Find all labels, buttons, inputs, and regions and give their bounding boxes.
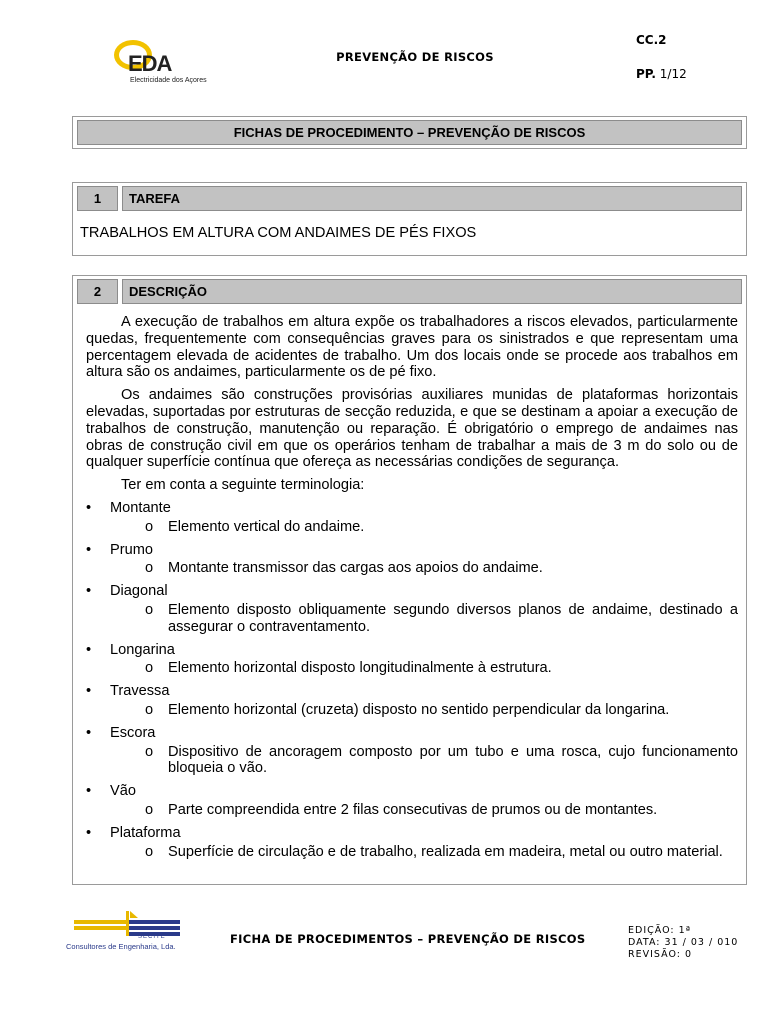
terminology-list (86, 500, 738, 860)
section-2-number-cell (77, 279, 118, 304)
term-item (86, 683, 738, 719)
bullet-icon: • (86, 724, 92, 741)
secite-logo-text: SECITE (138, 934, 166, 940)
description-paragraph: A execução de trabalhos em altura expõe os trabalhadores a riscos elevados, particularmente quedas, frequentemente com consequências graves para os sinistrados e que representam uma percentagem elevada de acidentes de trabalho. Um dos locais onde se procede aos trabalhos em altura são os andaimes, particularmente os de pé fixo. (86, 314, 738, 381)
secite-logo (66, 910, 192, 951)
date-label: DATA: (628, 937, 661, 948)
term-item (86, 725, 738, 777)
description-body (86, 314, 738, 866)
term-definition (134, 702, 738, 719)
section-1-heading-cell (122, 186, 742, 211)
definition-text: Elemento disposto obliquamente segundo diversos planos de andaime, destinado a assegurar o contraventamento. (168, 601, 738, 635)
term-definition (134, 844, 738, 861)
definition-text: Montante transmissor das cargas aos apoios do andaime. (168, 560, 543, 577)
footer-info (628, 925, 738, 961)
circle-bullet-icon: o (145, 743, 154, 760)
footer-title: FICHA DE PROCEDIMENTOS – PREVENÇÃO DE RISCOS (230, 932, 586, 946)
banner-title: FICHAS DE PROCEDIMENTO – PREVENÇÃO DE RISCOS (233, 125, 586, 140)
circle-bullet-icon: o (145, 660, 154, 677)
section-1-heading: TAREFA (129, 191, 181, 206)
circle-bullet-icon: o (145, 560, 154, 577)
task-title: TRABALHOS EM ALTURA COM ANDAIMES DE PÉS FIXOS (80, 225, 477, 241)
definition-text: Dispositivo de ancoragem composto por um tubo e uma rosca, cujo funcionamento bloqueia o vão. (168, 743, 738, 777)
term-item (86, 642, 738, 678)
edition-value: 1ª (678, 925, 692, 936)
term-definition (134, 660, 738, 677)
definition-text: Elemento horizontal disposto longitudinalmente à estrutura. (168, 660, 552, 677)
revision-label: REVISÃO: (628, 949, 681, 960)
term-item (86, 825, 738, 861)
date-row (628, 937, 738, 949)
banner (77, 120, 742, 145)
term-definition (134, 560, 738, 577)
term-name: Diagonal (110, 583, 168, 600)
term-definition (134, 802, 738, 819)
term-name: Escora (110, 724, 156, 741)
page-label: PP. (636, 67, 656, 81)
circle-bullet-icon: o (145, 801, 154, 818)
description-paragraph: Os andaimes são construções provisórias auxiliares munidas de plataformas horizontais elevadas, suportadas por estruturas de secção reduzida, e que se destinam a apoiar a execução de trabalhos de construção, manutenção ou reparação. É obrigatório o emprego de andaimes nas obras de construção civil em que os operários tenham de trabalhar a mais de 3 m do solo ou de qualquer superfície contínua que ofereça as necessárias condições de segurança. (86, 387, 738, 471)
bullet-icon: • (86, 641, 92, 658)
term-item (86, 542, 738, 578)
section-2-heading: DESCRIÇÃO (129, 284, 208, 299)
bullet-icon: • (86, 783, 92, 800)
terminology-intro: Ter em conta a seguinte terminologia: (121, 477, 365, 494)
term-name: Vão (110, 783, 136, 800)
eda-logo (110, 38, 222, 90)
logo-subtitle: Electricidade dos Açores (130, 77, 207, 84)
circle-bullet-icon: o (145, 518, 154, 535)
term-item (86, 583, 738, 635)
bullet-icon: • (86, 824, 92, 841)
date-value: 31 / 03 / 010 (664, 937, 739, 948)
term-item (86, 500, 738, 536)
section-1-number: 1 (93, 191, 102, 206)
circle-bullet-icon: o (145, 601, 154, 618)
definition-text: Superfície de circulação e de trabalho, realizada em madeira, metal ou outro material. (168, 843, 723, 860)
circle-bullet-icon: o (145, 701, 154, 718)
edition-row (628, 925, 738, 937)
definition-text: Parte compreendida entre 2 filas consecutivas de prumos ou de montantes. (168, 801, 658, 818)
term-item (86, 783, 738, 819)
term-definition (134, 519, 738, 536)
document-code: CC.2 (636, 33, 667, 47)
footer-company: Consultores de Engenharia, Lda. (66, 942, 176, 951)
definition-text: Elemento horizontal (cruzeta) disposto no sentido perpendicular da longarina. (168, 701, 670, 718)
page-number (636, 67, 687, 81)
revision-value: 0 (685, 949, 693, 960)
bullet-icon: • (86, 683, 92, 700)
term-name: Montante (110, 499, 171, 516)
header-title: PREVENÇÃO DE RISCOS (336, 50, 494, 64)
term-name: Prumo (110, 541, 153, 558)
section-2-number: 2 (93, 284, 102, 299)
section-2-heading-cell (122, 279, 742, 304)
revision-row (628, 949, 738, 961)
term-name: Plataforma (110, 824, 181, 841)
secite-logo-icon (72, 910, 192, 940)
bullet-icon: • (86, 583, 92, 600)
definition-text: Elemento vertical do andaime. (168, 518, 365, 535)
term-definition (134, 744, 738, 778)
page-value: 1/12 (659, 67, 687, 81)
term-definition (134, 602, 738, 636)
logo-text: EDA (128, 51, 172, 76)
bullet-icon: • (86, 499, 92, 516)
bullet-icon: • (86, 541, 92, 558)
term-name: Longarina (110, 641, 175, 658)
term-name: Travessa (110, 683, 170, 700)
edition-label: EDIÇÃO: (628, 925, 675, 936)
circle-bullet-icon: o (145, 843, 154, 860)
section-1-number-cell (77, 186, 118, 211)
